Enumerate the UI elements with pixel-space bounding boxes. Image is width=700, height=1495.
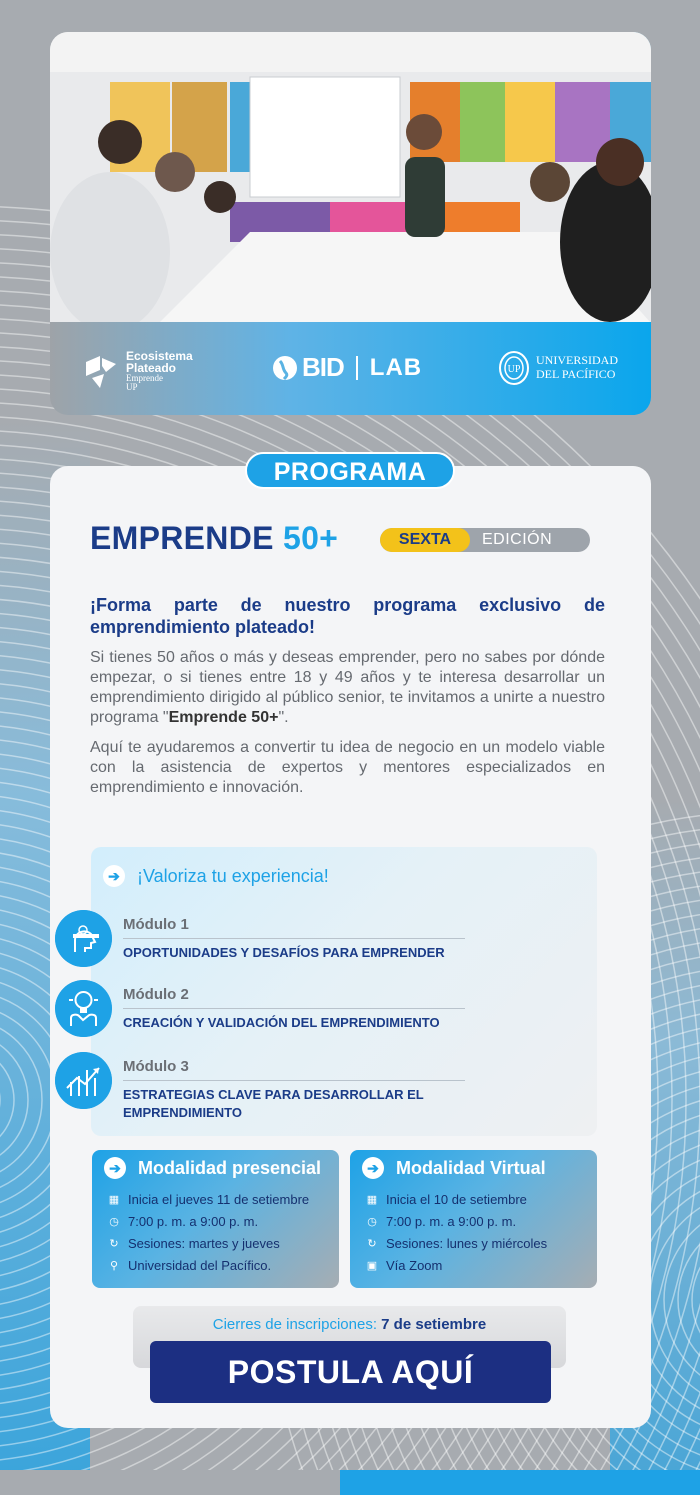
- detail-row: [366, 1232, 547, 1254]
- arrow-right-icon: ➔: [103, 865, 125, 887]
- detail-text: Vía Zoom: [386, 1257, 443, 1273]
- universidad-pacifico-logo: [498, 350, 618, 386]
- detail-text: Inicia el jueves 11 de setiembre: [128, 1191, 310, 1207]
- program-title: [90, 520, 338, 557]
- bid-lab-logo: [272, 352, 422, 383]
- detail-row: [366, 1188, 547, 1210]
- modality-title: Modalidad Virtual: [396, 1157, 546, 1178]
- module-divider: [123, 1080, 465, 1081]
- deadline-label: Cierres de inscripciones:: [212, 1316, 382, 1333]
- modality-header: [104, 1157, 321, 1179]
- module-divider: [123, 1008, 465, 1009]
- clock-icon: ◷: [367, 1215, 377, 1228]
- detail-text: 7:00 p. m. a 9:00 p. m.: [128, 1213, 259, 1229]
- lead-text: ¡Forma parte de nuestro programa exclusivo de emprendimiento plateado!: [90, 595, 605, 637]
- deadline-date: 7 de setiembre: [381, 1316, 487, 1333]
- classroom-photo: [50, 32, 651, 322]
- svg-text:UP: UP: [507, 364, 521, 375]
- detail-row: [366, 1254, 547, 1276]
- eco-line2: Plateado: [126, 361, 177, 375]
- growth-arrows-icon: [55, 1052, 112, 1109]
- help-paragraph: Aquí te ayudaremos a convertir tu idea de negocio en un modelo viable con la asistencia de expertos y mentores especializados en emprendimiento e innovación.: [90, 739, 605, 796]
- video-icon: ▣: [366, 1259, 378, 1272]
- up-seal-icon: [498, 350, 530, 386]
- detail-text: Universidad del Pacífico.: [128, 1257, 272, 1273]
- refresh-icon: ↻: [367, 1237, 377, 1250]
- modality-presencial-card: [92, 1150, 339, 1288]
- detail-row: [366, 1210, 547, 1232]
- detail-row: [108, 1254, 309, 1276]
- ecosistema-plateado-logo: [82, 350, 193, 392]
- refresh-icon: ↻: [109, 1237, 119, 1250]
- intro-paragraph: [90, 648, 605, 728]
- up-line1: UNIVERSIDAD: [536, 353, 618, 368]
- bid-globe-icon: [272, 355, 298, 381]
- lightbulb-person-icon: [55, 980, 112, 1037]
- arrow-right-icon: ➔: [362, 1157, 384, 1179]
- modules-heading-label: ¡Valoriza tu experiencia!: [137, 865, 329, 886]
- up-line2: DEL PACÍFICO: [536, 367, 616, 381]
- detail-row: [108, 1188, 309, 1210]
- edition-sexta: SEXTA: [380, 528, 470, 552]
- modality-details: [366, 1188, 547, 1276]
- program-pill: PROGRAMA: [245, 452, 455, 489]
- intro-text: Si tienes 50 años o más y deseas emprender, pero no sabes por dónde empezar, o si tienes entre 18 y 49 años y te interesa desarrollar un emprendimiento dirigido al público senior, te invitamos a unirte a nuestro programa ": [90, 649, 605, 726]
- modules-heading: [103, 865, 329, 887]
- module-description: CREACIÓN Y VALIDACIÓN DEL EMPRENDIMIENTO: [123, 1015, 440, 1030]
- hero-banner: [50, 32, 651, 415]
- modality-title: Modalidad presencial: [138, 1157, 322, 1178]
- detail-row: [108, 1210, 309, 1232]
- bid-text: BID: [302, 352, 344, 382]
- module-description: ESTRATEGIAS CLAVE PARA DESARROLLAR EL EMPRENDIMIENTO: [123, 1087, 424, 1120]
- calendar-icon: ▦: [108, 1193, 120, 1206]
- logo-separator: [356, 356, 358, 380]
- calendar-icon: ▦: [366, 1193, 378, 1206]
- eco-line1: Ecosistema: [126, 349, 193, 363]
- detail-text: Sesiones: lunes y miércoles: [386, 1235, 548, 1251]
- apply-button[interactable]: POSTULA AQUÍ: [150, 1341, 551, 1403]
- modality-header: [362, 1157, 546, 1179]
- modality-virtual-card: [350, 1150, 597, 1288]
- arrow-right-icon: ➔: [104, 1157, 126, 1179]
- location-pin-icon: ⚲: [109, 1259, 119, 1272]
- detail-row: [108, 1232, 309, 1254]
- detail-text: Inicia el 10 de setiembre: [386, 1191, 527, 1207]
- title-main: EMPRENDE: [90, 520, 274, 556]
- intro-bold: Emprende 50+: [168, 709, 279, 726]
- ecosistema-emblem-icon: [82, 352, 120, 390]
- lab-text: LAB: [369, 353, 423, 381]
- eco-line3: Emprende: [126, 373, 163, 383]
- edition-label: EDICIÓN: [482, 531, 553, 548]
- detail-text: Sesiones: martes y jueves: [128, 1235, 280, 1251]
- module-name: Módulo 1: [123, 916, 189, 933]
- module-name: Módulo 2: [123, 986, 189, 1003]
- partner-logos: [50, 322, 651, 415]
- title-number: 50+: [282, 520, 339, 556]
- intro-end: ".: [278, 709, 289, 726]
- modality-details: [108, 1188, 309, 1276]
- head-gear-icon: [55, 910, 112, 967]
- module-divider: [123, 938, 465, 939]
- detail-text: 7:00 p. m. a 9:00 p. m.: [386, 1213, 517, 1229]
- clock-icon: ◷: [109, 1215, 119, 1228]
- module-description: OPORTUNIDADES Y DESAFÍOS PARA EMPRENDER: [123, 945, 445, 960]
- edition-badge: [380, 528, 590, 552]
- module-name: Módulo 3: [123, 1058, 189, 1075]
- eco-line4: UP: [126, 382, 138, 392]
